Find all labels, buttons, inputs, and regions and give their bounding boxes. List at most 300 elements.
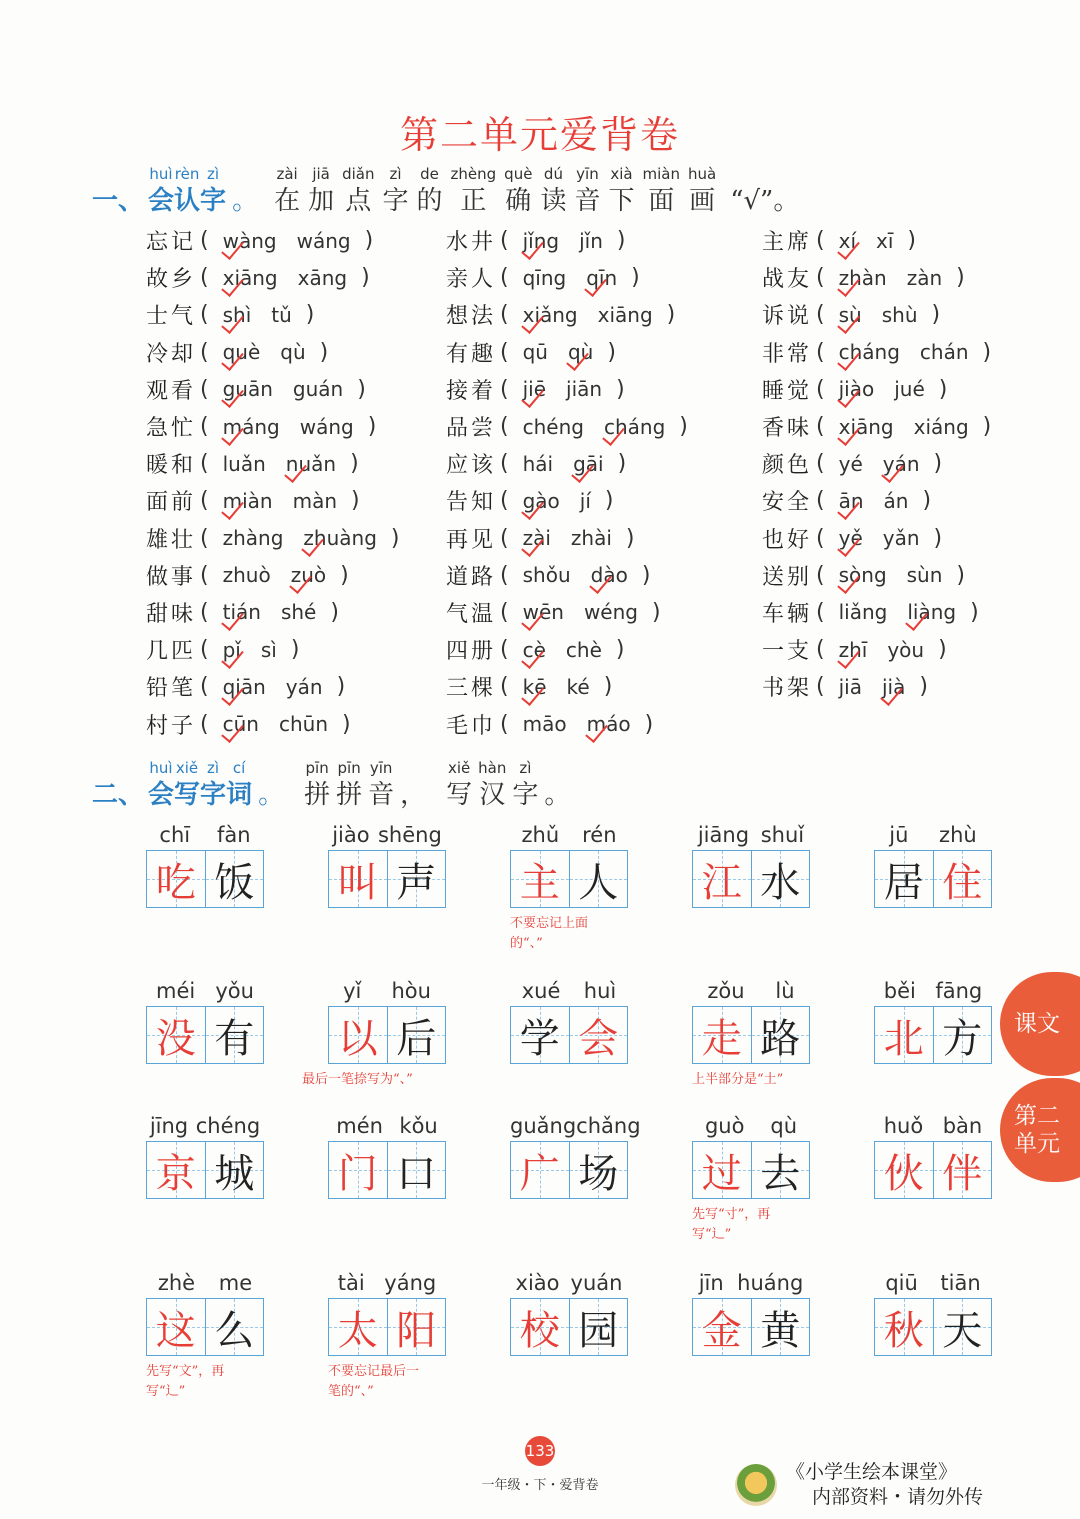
footer-publisher-note: 内部资料・请勿外传 [812, 1486, 984, 1508]
pinyin-question [446, 631, 692, 668]
hanzi-char: 面 [648, 186, 675, 216]
question-word: 三棵 [446, 676, 497, 702]
option-b[interactable]: zhuàng [303, 526, 377, 551]
paren-open: ( [816, 525, 825, 551]
section2-title-char [200, 758, 226, 812]
option-b[interactable]: xāng [297, 265, 348, 290]
option-a[interactable]: jǐng [522, 228, 560, 253]
word-pinyin [510, 820, 628, 850]
section1-title-char [174, 164, 200, 218]
paren-open: ( [500, 599, 509, 625]
pinyin-label: diǎn [342, 165, 375, 183]
word-cell [510, 1111, 641, 1199]
option-b[interactable]: qù [567, 340, 594, 365]
section1-instruction-char [451, 164, 497, 218]
pinyin-question [146, 557, 404, 594]
pinyin-label: jiào [332, 823, 370, 847]
tab-unit-two[interactable] [1000, 1078, 1080, 1182]
option-b[interactable]: jí [579, 488, 591, 513]
pinyin-label: jū [889, 823, 909, 847]
option-a[interactable]: luǎn [222, 451, 266, 476]
paren-close: ) [364, 228, 374, 254]
option-b[interactable]: nuǎn [285, 451, 337, 476]
pinyin-label: hòu [391, 979, 431, 1003]
hanzi-char: 叫 [337, 859, 378, 906]
question-word-wrap [146, 671, 196, 702]
question-word: 书架 [762, 676, 813, 702]
pinyin-question [762, 334, 995, 371]
paren-close: ) [679, 414, 688, 440]
option-a[interactable]: māo [522, 712, 567, 737]
paren-close: ) [616, 376, 625, 402]
paren-open: ( [500, 414, 509, 440]
option-b[interactable]: jué [894, 377, 925, 402]
option-b[interactable]: wáng [296, 228, 351, 253]
section1-tail: “√”。 [730, 186, 800, 216]
paren-close: ) [933, 525, 943, 551]
tianzige-square [205, 1142, 264, 1198]
question-word: 一支 [762, 639, 813, 665]
section1-instruction-char [417, 164, 443, 218]
option-a[interactable]: guān [222, 377, 273, 402]
paren-open: ( [200, 228, 209, 254]
footer-publisher [786, 1460, 983, 1510]
hanzi-char: 以 [337, 1015, 378, 1062]
option-a[interactable]: xí [838, 228, 857, 253]
option-a[interactable]: yé [838, 451, 863, 476]
question-word: 急忙 [146, 416, 197, 442]
option-a[interactable]: zài [522, 526, 551, 551]
hanzi-char: 拼 [304, 780, 331, 810]
paren-open: ( [500, 711, 509, 737]
option-a[interactable]: jiā [838, 674, 862, 699]
option-a[interactable]: miàn [222, 488, 273, 513]
pinyin-question [446, 408, 692, 445]
option-b[interactable]: qù [280, 340, 306, 365]
paren-open: ( [200, 414, 209, 440]
paren-open: ( [816, 376, 825, 402]
paren-open: ( [816, 228, 825, 254]
option-a[interactable]: qū [522, 340, 548, 365]
option-b[interactable]: guán [292, 377, 344, 402]
question-word-wrap [146, 299, 196, 330]
option-a[interactable]: hái [522, 451, 554, 476]
option-b[interactable]: xiáng [913, 414, 969, 439]
hanzi-char: 拼 [336, 780, 363, 810]
pinyin-label: fàn [216, 823, 251, 847]
word-pinyin [692, 1111, 810, 1141]
question-word: 暖和 [146, 453, 197, 479]
section1-title [148, 164, 226, 218]
word-cell [510, 976, 628, 1064]
tianzige-box [328, 850, 446, 908]
pinyin-label: xiě [448, 759, 471, 777]
option-a[interactable]: yě [838, 526, 863, 551]
paren-close: ) [919, 674, 928, 700]
question-word: 甜味 [146, 601, 197, 627]
publisher-logo-icon [735, 1464, 777, 1506]
tianzige-square [147, 1007, 205, 1063]
pinyin-question [146, 520, 404, 557]
question-word: 应该 [446, 453, 497, 479]
option-b[interactable]: wáng [299, 414, 354, 439]
option-a[interactable]: liǎng [838, 600, 888, 625]
option-a[interactable]: xiǎng [522, 302, 578, 327]
option-b[interactable]: gāi [573, 451, 604, 476]
option-a[interactable]: zhàng [222, 526, 284, 551]
option-a[interactable]: máng [222, 414, 280, 439]
question-word-wrap [446, 634, 496, 665]
paren-close: ) [982, 414, 992, 440]
option-a[interactable]: shǒu [522, 563, 571, 588]
question-word-wrap [146, 262, 196, 293]
question-word: 告知 [446, 490, 497, 516]
paren-open: ( [816, 302, 825, 328]
pinyin-label: tài [337, 1271, 365, 1295]
option-b[interactable]: sì [260, 637, 277, 662]
option-b[interactable]: yǎn [882, 526, 920, 551]
paren-close: ) [938, 637, 947, 663]
paren-open: ( [200, 302, 209, 328]
paren-open: ( [500, 302, 509, 328]
question-word: 品尝 [446, 416, 497, 442]
pinyin-label: zì [207, 759, 220, 777]
writing-tip: 上半部分是“土” [692, 1072, 784, 1087]
word-pinyin [510, 1268, 628, 1298]
option-b[interactable]: qīn [586, 265, 618, 290]
word-pinyin [146, 1111, 264, 1141]
option-b[interactable]: yán [882, 451, 920, 476]
option-b[interactable]: máo [586, 712, 631, 737]
tianzige-square [511, 851, 569, 907]
pinyin-label: zì [207, 165, 220, 183]
paren-close: ) [616, 228, 626, 254]
hanzi-char: 音 [574, 186, 601, 216]
option-a[interactable]: xiāng [222, 265, 278, 290]
question-word: 睡觉 [762, 378, 813, 404]
question-word-wrap [762, 262, 812, 293]
paren-open: ( [500, 265, 509, 291]
paren-open: ( [200, 488, 209, 514]
paren-close: ) [336, 674, 346, 700]
hanzi-char: 主 [519, 859, 560, 906]
question-word: 想法 [446, 304, 497, 330]
option-b[interactable]: yán [285, 674, 323, 699]
option-a[interactable]: què [222, 340, 261, 365]
tab-lesson[interactable] [1000, 972, 1080, 1076]
question-word-wrap [146, 374, 196, 405]
option-b[interactable]: jiān [566, 377, 603, 402]
hanzi-char: 这 [155, 1307, 196, 1354]
paren-open: ( [816, 674, 825, 700]
option-b[interactable]: cháng [603, 414, 666, 439]
option-b[interactable]: yòu [887, 637, 925, 662]
option-a[interactable]: zhī [838, 637, 868, 662]
pinyin-label: xué [521, 979, 561, 1003]
question-word-wrap [762, 299, 812, 330]
question-word: 诉说 [762, 304, 813, 330]
paren-close: ) [290, 637, 300, 663]
option-b[interactable]: wéng [583, 600, 638, 625]
option-a[interactable]: wēn [522, 600, 564, 625]
pinyin-question [446, 594, 692, 631]
pinyin-question [762, 557, 995, 594]
option-b[interactable]: sùn [906, 563, 943, 588]
option-b[interactable]: xī [876, 228, 894, 253]
word-pinyin [692, 820, 810, 850]
pinyin-label: jiāng [697, 823, 750, 847]
section1-instruction-char [642, 164, 679, 218]
option-b[interactable]: màn [292, 488, 338, 513]
paren-open: ( [500, 488, 509, 514]
word-pinyin [510, 1111, 641, 1141]
pinyin-label: rén [582, 823, 617, 847]
section2-comma: ， [400, 780, 427, 810]
tianzige-square [329, 851, 387, 907]
page-title: 第二单元爱背卷 [399, 113, 680, 157]
question-word: 道路 [446, 564, 497, 590]
hanzi-char: 阳 [396, 1307, 437, 1354]
question-word: 忘记 [146, 230, 197, 256]
section2-title-char [226, 758, 252, 812]
question-word: 铅笔 [146, 676, 197, 702]
option-a[interactable]: jiào [838, 377, 875, 402]
option-b[interactable]: zuò [290, 563, 327, 588]
option-a[interactable]: zhuò [222, 563, 271, 588]
tab-unit-two-label: 第二 单元 [1014, 1103, 1060, 1157]
tianzige-square [387, 1299, 446, 1355]
hanzi-char: 方 [942, 1015, 983, 1062]
pinyin-label: què [504, 165, 533, 183]
section1-instruction-char [274, 164, 300, 218]
tianzige-square [511, 1299, 569, 1355]
paren-open: ( [816, 339, 825, 365]
paren-close: ) [933, 451, 943, 477]
option-b[interactable]: xiāng [597, 302, 653, 327]
hanzi-char: 确 [505, 186, 532, 216]
pinyin-question [146, 408, 404, 445]
tianzige-box [510, 1298, 628, 1356]
paren-open: ( [500, 674, 509, 700]
paren-open: ( [200, 562, 209, 588]
option-a[interactable]: pǐ [222, 637, 241, 662]
pinyin-question [762, 594, 995, 631]
hanzi-char: 门 [337, 1150, 378, 1197]
option-a[interactable]: tián [222, 600, 261, 625]
section2-number: 二、 [92, 780, 145, 810]
section2-instruction-2 [446, 758, 538, 812]
option-b[interactable]: chè [565, 637, 602, 662]
option-b[interactable]: tǔ [271, 302, 292, 327]
tianzige-square [693, 1007, 751, 1063]
option-a[interactable]: kē [522, 674, 547, 699]
tianzige-square [751, 1299, 810, 1355]
hanzi-char: 城 [214, 1150, 255, 1197]
option-a[interactable]: zhàn [838, 265, 887, 290]
option-b[interactable]: chūn [278, 712, 328, 737]
question-word: 面前 [146, 490, 197, 516]
word-pinyin [146, 976, 264, 1006]
paren-close: ) [982, 339, 992, 365]
hanzi-char: 有 [214, 1015, 255, 1062]
hanzi-char: 词 [226, 780, 253, 810]
tianzige-square [511, 1007, 569, 1063]
pinyin-label: zhǔ [521, 823, 560, 847]
paren-open: ( [500, 637, 509, 663]
writing-tip: 先写“寸”，再 写“辶” [692, 1207, 771, 1242]
option-b[interactable]: liàng [907, 600, 957, 625]
pinyin-question [446, 705, 692, 742]
option-a[interactable]: cè [522, 637, 546, 662]
option-a[interactable]: cūn [222, 712, 259, 737]
word-cell [874, 976, 992, 1064]
option-a[interactable]: ān [838, 488, 864, 513]
option-b[interactable]: zhài [570, 526, 612, 551]
tianzige-square [933, 1142, 992, 1198]
hanzi-char: 字 [200, 186, 227, 216]
word-cell [302, 976, 446, 1090]
paren-close: ) [641, 562, 651, 588]
section2-header [92, 758, 576, 812]
footer-grade: 一年级・下・爱背卷 [481, 1478, 599, 1493]
writing-tip: 最后一笔捺写为“、” [302, 1072, 413, 1087]
hanzi-char: 路 [760, 1015, 801, 1062]
section2-instruction-1-char [304, 758, 330, 812]
hanzi-char: 学 [519, 1015, 560, 1062]
option-b[interactable]: zàn [906, 265, 943, 290]
option-a[interactable]: wàng [222, 228, 277, 253]
section1-instruction-char [608, 164, 634, 218]
pinyin-label: yǐ [343, 979, 362, 1003]
section1-instruction-char [540, 164, 566, 218]
tianzige-box [692, 1298, 810, 1356]
paren-open: ( [500, 339, 509, 365]
hanzi-char: 没 [155, 1015, 196, 1062]
hanzi-char: 的 [416, 186, 443, 216]
question-word: 有趣 [446, 341, 497, 367]
option-b[interactable]: shù [881, 302, 918, 327]
question-word-wrap [762, 448, 812, 479]
question-word-wrap [446, 411, 496, 442]
paren-close: ) [907, 228, 917, 254]
pinyin-label: de [420, 165, 439, 183]
pinyin-column-2 [446, 222, 692, 743]
option-a[interactable]: cháng [838, 340, 900, 365]
option-b[interactable]: chán [919, 340, 969, 365]
pinyin-question [762, 371, 995, 408]
pinyin-label: zhè [157, 1271, 196, 1295]
pinyin-question [146, 445, 404, 482]
option-a[interactable]: shì [222, 302, 252, 327]
question-word: 雄壮 [146, 527, 197, 553]
section2-instruction-1 [304, 758, 394, 812]
option-b[interactable]: jǐn [579, 228, 603, 253]
tianzige-square [933, 851, 992, 907]
pinyin-label: jiā [312, 165, 330, 183]
word-cell [146, 1268, 264, 1402]
hanzi-char: 点 [345, 186, 372, 216]
question-word: 几匹 [146, 639, 197, 665]
word-cell [146, 820, 264, 908]
paren-close: ) [652, 599, 661, 625]
section2-title-char [148, 758, 174, 812]
question-word-wrap [762, 523, 812, 554]
paren-open: ( [200, 265, 209, 291]
paren-close: ) [607, 339, 616, 365]
pinyin-question [446, 668, 692, 705]
paren-open: ( [816, 599, 825, 625]
tianzige-square [205, 1007, 264, 1063]
pinyin-label: méi [156, 979, 196, 1003]
tianzige-square [387, 851, 446, 907]
option-a[interactable]: xiāng [838, 414, 894, 439]
paren-close: ) [367, 414, 377, 440]
hanzi-char: 人 [578, 859, 619, 906]
pinyin-question [446, 334, 692, 371]
question-word-wrap [762, 597, 812, 628]
option-a[interactable]: jiē [522, 377, 547, 402]
pinyin-label: shuǐ [760, 823, 805, 847]
pinyin-question [146, 222, 404, 259]
paren-close: ) [390, 525, 400, 551]
question-word-wrap [146, 448, 196, 479]
question-word: 香味 [762, 416, 813, 442]
option-b[interactable]: ké [566, 674, 590, 699]
pinyin-label: qiū [885, 1271, 918, 1295]
word-pinyin [146, 820, 264, 850]
pinyin-question [146, 371, 404, 408]
paren-open: ( [200, 599, 209, 625]
option-a[interactable]: qīng [522, 265, 567, 290]
section1-title-char [148, 164, 174, 218]
tianzige-square [569, 1142, 628, 1198]
section2-instruction-1-char [368, 758, 394, 812]
option-b[interactable]: jià [881, 674, 906, 699]
pinyin-label: zài [276, 165, 298, 183]
option-a[interactable]: sù [838, 302, 862, 327]
paren-close: ) [931, 302, 941, 328]
page-number: 133 [525, 1436, 555, 1466]
tianzige-box [874, 1141, 992, 1199]
hanzi-char: 字 [200, 780, 227, 810]
question-word-wrap [146, 560, 196, 591]
question-word-wrap [146, 225, 196, 256]
tianzige-box [146, 1298, 264, 1356]
pinyin-question [762, 482, 995, 519]
pinyin-label: pīn [305, 759, 329, 777]
paren-close: ) [342, 711, 351, 737]
pinyin-label: tiān [940, 1271, 981, 1295]
tianzige-box [692, 850, 810, 908]
option-b[interactable]: dào [590, 563, 628, 588]
question-word-wrap [762, 634, 812, 665]
word-cell [328, 820, 446, 908]
option-a[interactable]: gào [522, 488, 560, 513]
hanzi-char: 下 [608, 186, 635, 216]
pinyin-label: cí [232, 759, 246, 777]
paren-close: ) [351, 488, 360, 514]
option-a[interactable]: sòng [838, 563, 887, 588]
option-a[interactable]: qiān [222, 674, 266, 699]
paren-close: ) [305, 302, 315, 328]
pinyin-label: huì [149, 759, 173, 777]
option-b[interactable]: shé [280, 600, 317, 625]
tianzige-box [874, 850, 992, 908]
option-a[interactable]: chéng [522, 414, 584, 439]
hanzi-char: 走 [701, 1015, 742, 1062]
pinyin-label: rèn [174, 165, 200, 183]
option-b[interactable]: án [883, 488, 909, 513]
